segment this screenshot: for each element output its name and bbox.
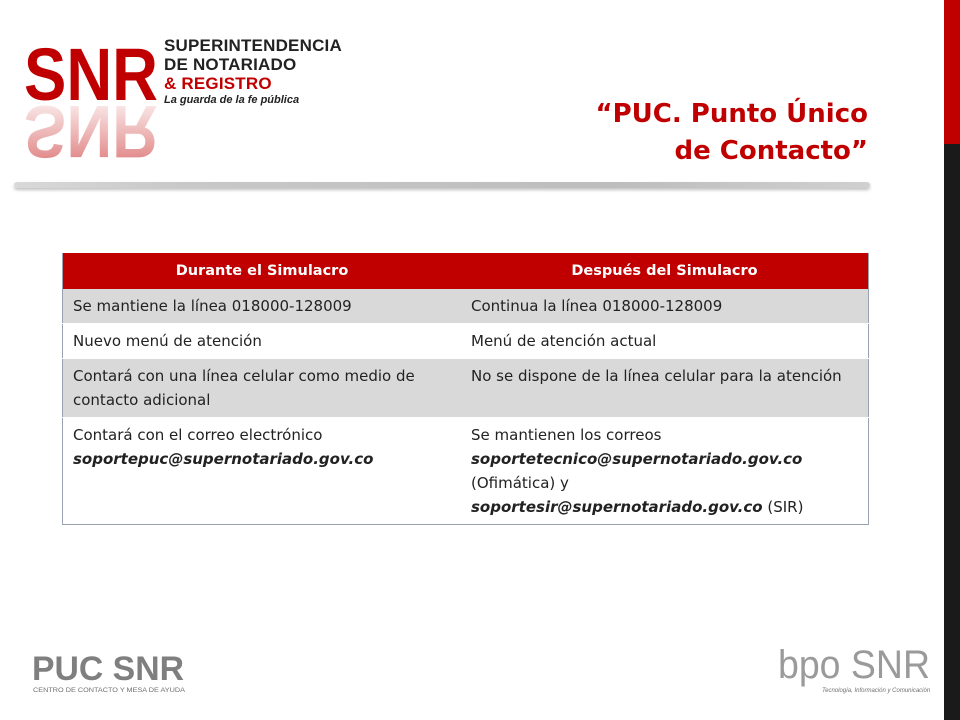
email-link-soportesir[interactable]: soportesir@supernotariado.gov.co: [471, 498, 763, 516]
header-during: Durante el Simulacro: [63, 253, 462, 289]
cell-note: (SIR): [767, 498, 804, 516]
table-row: [63, 324, 869, 359]
email-link-soportetecnico[interactable]: soportetecnico@supernotariado.gov.co: [471, 450, 803, 468]
table-header-row: [63, 253, 869, 289]
cell-text: Contará con el correo electrónico: [73, 426, 323, 444]
cell-after: Continua la línea 018000-128009: [461, 289, 869, 324]
brand-tagline: La guarda de la fe pública: [164, 94, 300, 106]
table-row: [63, 359, 869, 418]
cell-during: Contará con una línea celular como medio de contacto adicional: [63, 359, 462, 418]
brand-text: [164, 36, 342, 106]
header-divider: [14, 182, 870, 188]
table-row: [63, 289, 869, 324]
edge-bar-black: [944, 144, 960, 720]
brand-line-1: SUPERINTENDENCIA: [164, 36, 342, 55]
cell-during: [63, 418, 462, 525]
snr-logo-text: SNR: [24, 33, 158, 116]
bpo-logo-text: bpo SNR: [778, 643, 930, 687]
cell-after: No se dispone de la línea celular para la atención: [461, 359, 869, 418]
brand-line-2: DE NOTARIADO: [164, 55, 297, 74]
brand-line-3: & REGISTRO: [164, 74, 272, 93]
slide-title-line-1: “PUC. Punto Único: [595, 99, 868, 129]
email-link-soportepuc[interactable]: soportepuc@supernotariado.gov.co: [73, 450, 374, 468]
cell-during: Nuevo menú de atención: [63, 324, 462, 359]
cell-note: (Ofimática) y: [471, 474, 569, 492]
comparison-table: [62, 253, 869, 525]
cell-during: Se mantiene la línea 018000-128009: [63, 289, 462, 324]
puc-logo-caption: CENTRO DE CONTACTO Y MESA DE AYUDA: [33, 687, 186, 694]
table-row: [63, 418, 869, 525]
edge-bar-red: [944, 0, 960, 144]
puc-snr-logo: [30, 648, 190, 696]
puc-logo-text: PUC SNR: [32, 650, 184, 688]
bpo-snr-logo: [776, 638, 936, 698]
snr-logo-reflection: SNR: [24, 90, 158, 173]
bpo-logo-caption: Tecnología, Información y Comunicación: [822, 688, 931, 694]
cell-text: Se mantienen los correos: [471, 426, 662, 444]
cell-after: [461, 418, 869, 525]
cell-after: Menú de atención actual: [461, 324, 869, 359]
slide-title-line-2: de Contacto”: [674, 136, 868, 166]
header-after: Después del Simulacro: [461, 253, 869, 289]
snr-logo: [22, 30, 162, 180]
slide-title: [448, 96, 868, 170]
